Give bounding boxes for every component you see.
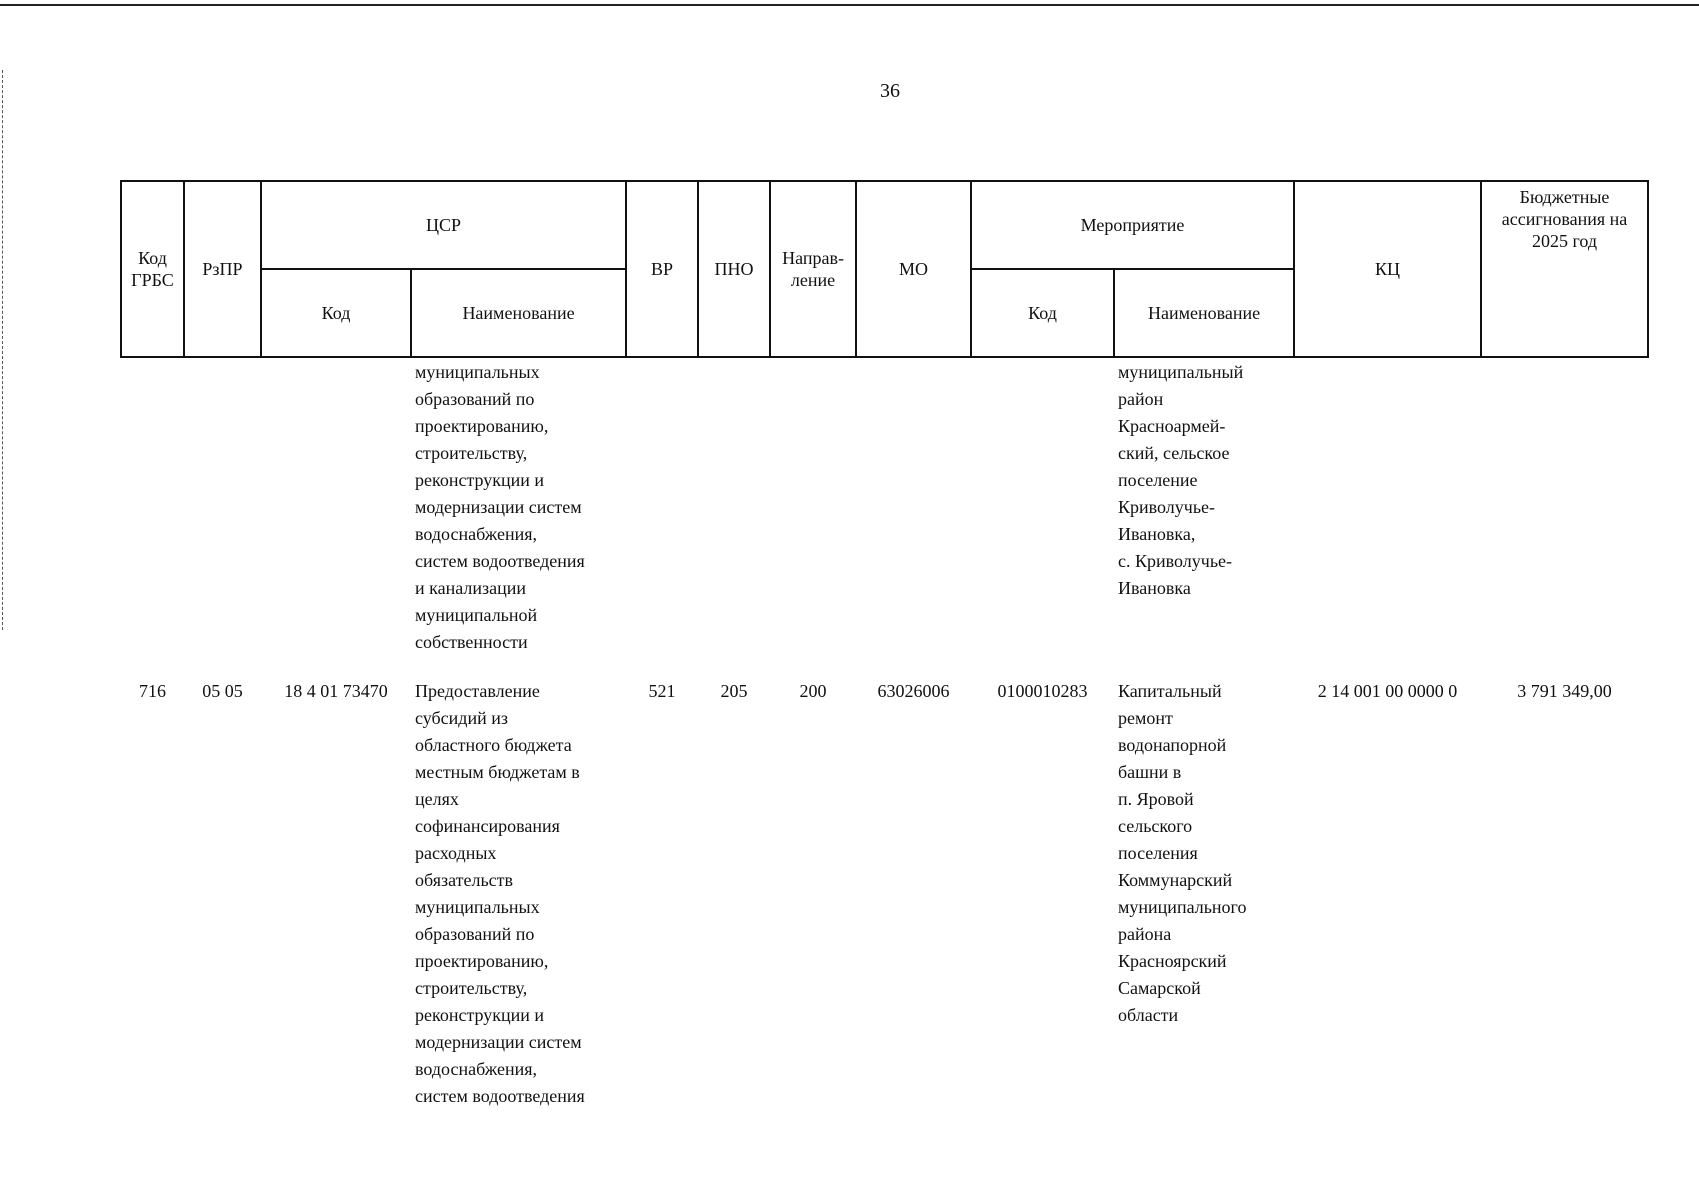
mer-code-cell: 0100010283 xyxy=(997,681,1088,701)
header-meropriyatie: Мероприятие xyxy=(971,181,1294,269)
mer-name-cell xyxy=(1114,357,1294,656)
mer-name-text: Капитальный ремонт водонапорной башни в п. Яровой сельского поселения Коммунарский муниципального района Красноярский Самарской области xyxy=(1118,681,1247,1025)
rzpr-cell: 05 05 xyxy=(202,681,243,701)
header-vr: ВР xyxy=(626,181,698,357)
header-kod-grbs: Код ГРБС xyxy=(121,181,184,357)
header-pno: ПНО xyxy=(698,181,770,357)
page-top-edge xyxy=(0,4,1699,6)
page-left-edge xyxy=(2,70,3,630)
kod-grbs-cell: 716 xyxy=(139,681,166,701)
header-mer-name: Наименование xyxy=(1114,269,1294,357)
budget-cell: 3 791 349,00 xyxy=(1517,681,1612,701)
table-row xyxy=(121,656,1648,1110)
csr-name-text: муниципальных образований по проектированию, строительству, реконструкции и модернизации систем водоснабжения, систем водоотведения и канализации муниципальной собственности xyxy=(415,362,585,652)
header-csr-code: Код xyxy=(261,269,411,357)
mo-cell: 63026006 xyxy=(877,681,950,701)
napravlenie-cell: 200 xyxy=(799,681,827,701)
csr-name-cell xyxy=(411,357,626,656)
csr-name-text: Предоставление субсидий из областного бюджета местным бюджетам в целях софинансирования расходных обязательств муниципальных образований по проектированию, строительству, реконструкции и модернизации систем водоснабжения, систем водоотведения xyxy=(415,681,585,1106)
page-number: 36 xyxy=(880,80,900,102)
csr-name-cell xyxy=(411,656,626,1110)
kc-cell: 2 14 001 00 0000 0 xyxy=(1317,681,1458,701)
header-mer-code: Код xyxy=(971,269,1114,357)
table-row xyxy=(121,357,1648,656)
budget-table xyxy=(120,180,1649,1110)
header-budget: Бюджетные ассигнования на 2025 год xyxy=(1481,181,1648,357)
mer-name-text: муниципальный район Красноармей- ский, сельское поселение Криволучье- Ивановка, с. Криволучье- Ивановка xyxy=(1118,362,1244,598)
mer-name-cell xyxy=(1114,656,1294,1110)
header-napravlenie: Направ-ление xyxy=(770,181,856,357)
pno-cell: 205 xyxy=(720,681,748,701)
header-mo: МО xyxy=(856,181,971,357)
header-rzpr: РзПР xyxy=(184,181,261,357)
vr-cell: 521 xyxy=(648,681,676,701)
csr-code-cell: 18 4 01 73470 xyxy=(284,681,388,701)
header-kc: КЦ xyxy=(1294,181,1481,357)
header-csr: ЦСР xyxy=(261,181,626,269)
header-csr-name: Наименование xyxy=(411,269,626,357)
